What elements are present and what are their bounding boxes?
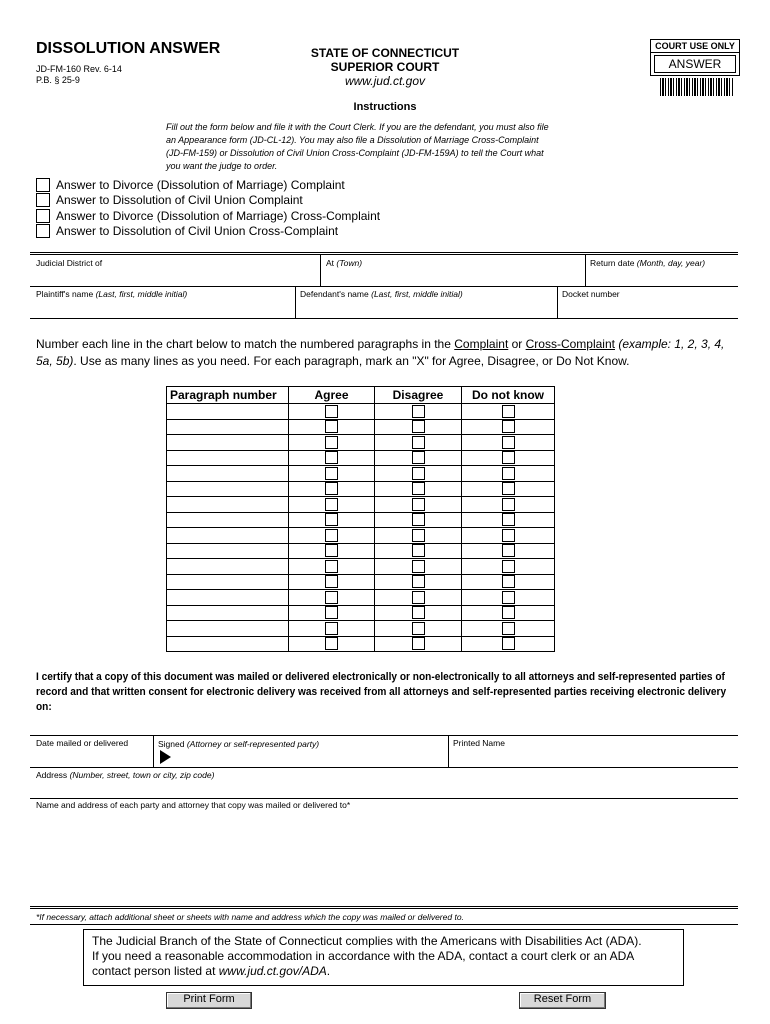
paragraph-number-cell[interactable] xyxy=(167,528,289,544)
disagree-checkbox[interactable] xyxy=(412,622,425,635)
do-not-know-cell xyxy=(462,574,555,590)
ada-line: If you need a reasonable accommodation in accordance with the ADA, contact a court clerk or an ADA xyxy=(92,949,635,963)
checkbox[interactable] xyxy=(36,193,50,207)
disagree-cell xyxy=(375,419,462,435)
option-label: Answer to Divorce (Dissolution of Marriage) Complaint xyxy=(56,178,345,192)
state-name: STATE OF CONNECTICUT xyxy=(310,46,460,60)
do-not-know-cell xyxy=(462,512,555,528)
option-divorce-cross-complaint[interactable] xyxy=(36,209,380,223)
divider xyxy=(30,318,738,319)
footnote: *If necessary, attach additional sheet or sheets with name and address which the copy was mailed or delivered to. xyxy=(36,912,464,922)
disagree-cell xyxy=(375,404,462,420)
return-date-label: Return date (Month, day, year) xyxy=(590,258,706,268)
checkbox[interactable] xyxy=(36,178,50,192)
divider xyxy=(30,924,738,925)
agree-checkbox[interactable] xyxy=(325,513,338,526)
form-number: JD-FM-160 Rev. 6-14 xyxy=(36,64,122,74)
agree-cell xyxy=(289,621,375,637)
chart-row xyxy=(167,497,555,513)
paragraph-number-cell[interactable] xyxy=(167,466,289,482)
do-not-know-cell xyxy=(462,435,555,451)
agree-checkbox[interactable] xyxy=(325,498,338,511)
chart-row xyxy=(167,543,555,559)
paragraph-number-cell[interactable] xyxy=(167,605,289,621)
disagree-checkbox[interactable] xyxy=(412,560,425,573)
agree-checkbox[interactable] xyxy=(325,451,338,464)
printed-name-label: Printed Name xyxy=(453,738,505,748)
agree-cell xyxy=(289,466,375,482)
reset-form-button[interactable]: Reset Form xyxy=(519,992,606,1009)
ada-line: contact person listed at www.jud.ct.gov/ADA. xyxy=(92,964,331,978)
print-form-button[interactable]: Print Form xyxy=(166,992,252,1009)
agree-checkbox[interactable] xyxy=(325,560,338,573)
practice-book: P.B. § 25-9 xyxy=(36,75,80,85)
website: www.jud.ct.gov xyxy=(344,74,426,88)
judicial-district-label: Judicial District of xyxy=(36,258,103,268)
divider xyxy=(30,252,738,255)
paragraph-number-cell[interactable] xyxy=(167,590,289,606)
paragraph-number-header: Paragraph number xyxy=(167,387,289,404)
disagree-cell xyxy=(375,590,462,606)
agree-checkbox[interactable] xyxy=(325,637,338,650)
do-not-know-checkbox[interactable] xyxy=(502,606,515,619)
option-label: Answer to Dissolution of Civil Union Complaint xyxy=(56,193,303,207)
do-not-know-checkbox[interactable] xyxy=(502,544,515,557)
agree-checkbox[interactable] xyxy=(325,420,338,433)
agree-checkbox[interactable] xyxy=(325,544,338,557)
do-not-know-cell xyxy=(462,528,555,544)
do-not-know-checkbox[interactable] xyxy=(502,637,515,650)
agree-cell xyxy=(289,590,375,606)
agree-checkbox[interactable] xyxy=(325,622,338,635)
do-not-know-checkbox[interactable] xyxy=(502,405,515,418)
agree-checkbox[interactable] xyxy=(325,575,338,588)
divider xyxy=(557,286,558,318)
do-not-know-checkbox[interactable] xyxy=(502,467,515,480)
do-not-know-cell xyxy=(462,559,555,575)
agree-cell xyxy=(289,450,375,466)
court-use-box xyxy=(650,39,740,76)
signature-field[interactable] xyxy=(175,748,443,765)
agree-cell xyxy=(289,543,375,559)
chart-row xyxy=(167,450,555,466)
docket-field[interactable] xyxy=(562,298,735,316)
disagree-cell xyxy=(375,543,462,559)
divider xyxy=(30,798,738,799)
do-not-know-cell xyxy=(462,419,555,435)
divider xyxy=(295,286,296,318)
signed-label: Signed (Attorney or self-represented party) xyxy=(158,739,320,749)
disagree-checkbox[interactable] xyxy=(412,436,425,449)
checkbox[interactable] xyxy=(36,209,50,223)
divider xyxy=(30,735,738,736)
chart-row xyxy=(167,621,555,637)
paragraph-number-cell[interactable] xyxy=(167,481,289,497)
agree-checkbox[interactable] xyxy=(325,606,338,619)
chart-row xyxy=(167,404,555,420)
disagree-checkbox[interactable] xyxy=(412,498,425,511)
disagree-checkbox[interactable] xyxy=(412,513,425,526)
agree-cell xyxy=(289,559,375,575)
disagree-checkbox[interactable] xyxy=(412,420,425,433)
paragraph-number-cell[interactable] xyxy=(167,559,289,575)
paragraph-number-cell[interactable] xyxy=(167,497,289,513)
disagree-cell xyxy=(375,435,462,451)
court-heading xyxy=(260,46,510,88)
agree-checkbox[interactable] xyxy=(325,467,338,480)
disagree-header: Disagree xyxy=(375,387,462,404)
disagree-cell xyxy=(375,512,462,528)
do-not-know-checkbox[interactable] xyxy=(502,575,515,588)
agree-checkbox[interactable] xyxy=(325,529,338,542)
agree-cell xyxy=(289,512,375,528)
printed-name-field[interactable] xyxy=(453,748,735,765)
court-use-value: ANSWER xyxy=(654,55,736,73)
chart-instructions: Number each line in the chart below to match the numbered paragraphs in the Complaint or Cross-Complaint (example: 1, 2, 3, 4, 5a, 5b). Use as many lines as you need. For each paragraph, mark an "X" for Agree, Disagree, or Do Not Know. xyxy=(36,337,725,368)
ada-notice xyxy=(83,929,684,986)
do-not-know-checkbox[interactable] xyxy=(502,482,515,495)
disagree-cell xyxy=(375,559,462,575)
instructions-line: (JD-FM-159) or Dissolution of Civil Union Cross-Complaint (JD-FM-159A) to tell the Court what xyxy=(166,148,544,158)
chart-row xyxy=(167,590,555,606)
agree-cell xyxy=(289,497,375,513)
divider xyxy=(30,906,738,909)
chart-body xyxy=(167,404,555,652)
divider xyxy=(30,286,738,287)
agree-cell xyxy=(289,528,375,544)
instructions-line: an Appearance form (JD-CL-12). You may also file a Dissolution of Marriage Cross-Complaint xyxy=(166,135,539,145)
address-field[interactable] xyxy=(36,780,736,797)
disagree-checkbox[interactable] xyxy=(412,451,425,464)
instructions-line: Fill out the form below and file it with the Court Clerk. If you are the defendant, you must also file xyxy=(166,122,549,132)
disagree-cell xyxy=(375,481,462,497)
option-civil-union-cross-complaint[interactable] xyxy=(36,224,338,238)
plaintiff-label: Plaintiff's name (Last, first, middle initial) xyxy=(36,289,188,299)
disagree-cell xyxy=(375,621,462,637)
disagree-checkbox[interactable] xyxy=(412,637,425,650)
paragraph-number-cell[interactable] xyxy=(167,636,289,652)
agree-cell xyxy=(289,574,375,590)
do-not-know-checkbox[interactable] xyxy=(502,591,515,604)
do-not-know-cell xyxy=(462,543,555,559)
agree-cell xyxy=(289,435,375,451)
option-label: Answer to Divorce (Dissolution of Marriage) Cross-Complaint xyxy=(56,209,381,223)
court-use-label: COURT USE ONLY xyxy=(651,40,739,53)
do-not-know-cell xyxy=(462,590,555,606)
chart-row xyxy=(167,574,555,590)
at-label: At (Town) xyxy=(326,258,363,268)
do-not-know-checkbox[interactable] xyxy=(502,529,515,542)
agree-checkbox[interactable] xyxy=(325,436,338,449)
defendant-label: Defendant's name (Last, first, middle initial) xyxy=(300,289,463,299)
divider xyxy=(30,767,738,768)
checkbox[interactable] xyxy=(36,224,50,238)
disagree-checkbox[interactable] xyxy=(412,405,425,418)
barcode-image xyxy=(660,78,734,96)
chart-row xyxy=(167,419,555,435)
plaintiff-field[interactable] xyxy=(36,298,291,316)
parties-address-field[interactable] xyxy=(36,812,736,904)
parties-address-label: Name and address of each party and attorney that copy was mailed or delivered to* xyxy=(36,800,351,810)
address-label: Address (Number, street, town or city, zip code) xyxy=(36,770,215,780)
paragraph-number-cell[interactable] xyxy=(167,543,289,559)
certification-text: I certify that a copy of this document was mailed or delivered electronically or non-electronically to all attorneys and self-represented parties of record and that written consent for electronic delivery was received from all attorneys and self-represented parties receiving electronic delivery on: xyxy=(36,671,727,713)
option-divorce-complaint[interactable] xyxy=(36,178,345,192)
town-field[interactable] xyxy=(326,266,581,284)
chart-row xyxy=(167,559,555,575)
agree-cell xyxy=(289,419,375,435)
agree-cell xyxy=(289,404,375,420)
agree-checkbox[interactable] xyxy=(325,591,338,604)
option-label: Answer to Dissolution of Civil Union Cross-Complaint xyxy=(56,224,339,238)
docket-label: Docket number xyxy=(562,289,620,299)
chart-row xyxy=(167,636,555,652)
do-not-know-header: Do not know xyxy=(462,387,555,404)
instructions-title: Instructions xyxy=(353,101,417,113)
agree-checkbox[interactable] xyxy=(325,482,338,495)
instructions-text xyxy=(166,121,606,173)
chart-row xyxy=(167,435,555,451)
paragraph-number-cell[interactable] xyxy=(167,512,289,528)
chart-header-row xyxy=(167,387,555,404)
disagree-cell xyxy=(375,574,462,590)
chart-row xyxy=(167,481,555,497)
paragraph-number-cell[interactable] xyxy=(167,419,289,435)
agree-cell xyxy=(289,605,375,621)
do-not-know-cell xyxy=(462,605,555,621)
chart-row xyxy=(167,605,555,621)
return-date-field[interactable] xyxy=(590,266,735,284)
paragraph-number-cell[interactable] xyxy=(167,404,289,420)
paragraph-number-cell[interactable] xyxy=(167,621,289,637)
disagree-checkbox[interactable] xyxy=(412,591,425,604)
divider xyxy=(448,735,449,767)
instructions-line: you want the judge to order. xyxy=(166,161,278,171)
disagree-checkbox[interactable] xyxy=(412,606,425,619)
disagree-checkbox[interactable] xyxy=(412,482,425,495)
agree-cell xyxy=(289,481,375,497)
date-mailed-field[interactable] xyxy=(36,748,149,765)
chart-row xyxy=(167,512,555,528)
do-not-know-cell xyxy=(462,481,555,497)
paragraph-number-cell[interactable] xyxy=(167,450,289,466)
do-not-know-cell xyxy=(462,450,555,466)
do-not-know-cell xyxy=(462,466,555,482)
form-title: DISSOLUTION ANSWER xyxy=(36,40,221,57)
do-not-know-checkbox[interactable] xyxy=(502,498,515,511)
disagree-cell xyxy=(375,605,462,621)
do-not-know-cell xyxy=(462,497,555,513)
disagree-cell xyxy=(375,497,462,513)
disagree-cell xyxy=(375,466,462,482)
agree-cell xyxy=(289,636,375,652)
agree-checkbox[interactable] xyxy=(325,405,338,418)
ada-line: The Judicial Branch of the State of Connecticut complies with the Americans with Disabilities Act (ADA). xyxy=(92,934,642,948)
do-not-know-cell xyxy=(462,636,555,652)
chart-row xyxy=(167,466,555,482)
option-civil-union-complaint[interactable] xyxy=(36,193,303,207)
do-not-know-checkbox[interactable] xyxy=(502,451,515,464)
paragraph-number-cell[interactable] xyxy=(167,574,289,590)
disagree-checkbox[interactable] xyxy=(412,529,425,542)
court-name: SUPERIOR COURT xyxy=(330,60,440,74)
do-not-know-checkbox[interactable] xyxy=(502,420,515,433)
chart-row xyxy=(167,528,555,544)
do-not-know-checkbox[interactable] xyxy=(502,436,515,449)
do-not-know-checkbox[interactable] xyxy=(502,560,515,573)
do-not-know-checkbox[interactable] xyxy=(502,622,515,635)
signature-arrow-icon xyxy=(160,750,171,764)
date-mailed-label: Date mailed or delivered xyxy=(36,738,129,748)
disagree-checkbox[interactable] xyxy=(412,467,425,480)
divider xyxy=(585,255,586,287)
defendant-field[interactable] xyxy=(300,298,553,316)
agree-header: Agree xyxy=(289,387,375,404)
do-not-know-cell xyxy=(462,621,555,637)
disagree-cell xyxy=(375,636,462,652)
divider xyxy=(153,735,154,767)
disagree-cell xyxy=(375,528,462,544)
do-not-know-checkbox[interactable] xyxy=(502,513,515,526)
disagree-checkbox[interactable] xyxy=(412,575,425,588)
do-not-know-cell xyxy=(462,404,555,420)
judicial-district-field[interactable] xyxy=(36,266,316,284)
disagree-checkbox[interactable] xyxy=(412,544,425,557)
paragraph-chart xyxy=(166,386,555,652)
paragraph-number-cell[interactable] xyxy=(167,435,289,451)
divider xyxy=(320,255,321,287)
disagree-cell xyxy=(375,450,462,466)
